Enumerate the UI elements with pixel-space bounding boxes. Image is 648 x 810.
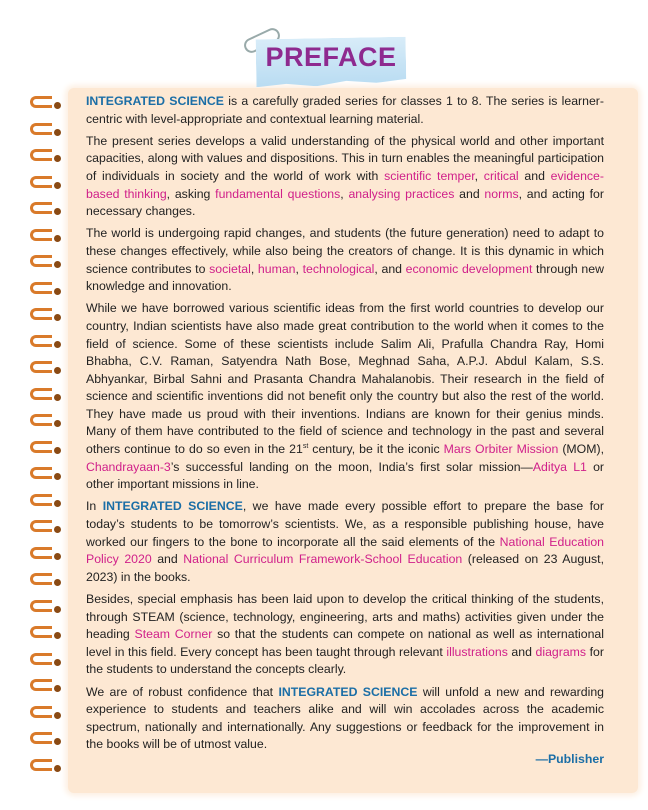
text: , we have made every possible effort to prepare the base for today’s students to be tomorrow’s scientists. We, as a responsible publishing house, have worked our fingers to the bone to incorporate all the said elements of the (86, 499, 604, 549)
binding-coil (30, 388, 60, 402)
binding-coil (30, 467, 60, 481)
paragraph (86, 684, 604, 754)
paragraph (86, 498, 604, 586)
text: , and (374, 261, 406, 276)
signature: —Publisher (535, 752, 604, 766)
text: century, be it the iconic (308, 442, 444, 457)
binding-coil (30, 282, 60, 296)
highlighted-term: Chandrayaan-3 (86, 459, 171, 474)
text: , (474, 168, 484, 183)
highlighted-term: critical (483, 168, 519, 183)
series-name: INTEGRATED SCIENCE (86, 94, 224, 108)
highlighted-term: scientific temper (384, 168, 475, 183)
highlighted-term: Aditya L1 (532, 459, 587, 474)
text: The world is undergoing rapid changes, and students (the future generation) need to adapt to these changes effectively, while also being the creators of change. It is this dynamic in which science contributes to (86, 226, 604, 276)
text: and (454, 186, 485, 201)
text: Besides, special emphasis has been laid upon to develop the critical thinking of the students, through STEAM (science, technology, engineering, arts and maths) activities given under the heading (86, 592, 604, 642)
text: The present series develops a valid understanding of the physical world and other important capacities, along with values and dispositions. This in turn enables the meaningful participation of individuals in society and the world of work with (86, 133, 604, 183)
highlighted-term: illustrations (446, 644, 508, 659)
text: and (518, 168, 551, 183)
text: and (151, 552, 184, 567)
binding-coil (30, 441, 60, 455)
highlighted-term: fundamental questions (215, 186, 341, 201)
binding-coil (30, 600, 60, 614)
text: (MOM), (558, 442, 604, 457)
binding-coil (30, 229, 60, 243)
text: , and acting for necessary changes. (86, 186, 604, 219)
paragraph (86, 225, 604, 295)
highlighted-term: technological (302, 261, 375, 276)
highlighted-term: analysing practices (348, 186, 455, 201)
text: is a carefully graded series for classes 1 to 8. The series is learner-centric with level-appropriate and contextual learning material. (86, 94, 604, 126)
series-name: INTEGRATED SCIENCE (102, 499, 243, 514)
binding-coil (30, 414, 60, 428)
highlighted-term: National Curriculum Framework-School Education (183, 552, 463, 567)
binding-coil (30, 335, 60, 349)
text: In (86, 499, 103, 514)
binding-coil (30, 361, 60, 375)
page-title: PREFACE (265, 42, 397, 72)
highlighted-term: economic development (405, 261, 533, 276)
paragraph (86, 93, 604, 128)
series-name: INTEGRATED SCIENCE (278, 684, 418, 699)
highlighted-term: evidence-based thinking (86, 168, 604, 201)
highlighted-term: norms (484, 186, 519, 201)
binding-coil (30, 653, 60, 667)
binding-coil (30, 732, 60, 746)
text: (released on 23 August, 2023) in the books. (86, 552, 604, 584)
text: We are of robust confidence that (86, 684, 279, 699)
text: and (507, 644, 536, 659)
binding-coil (30, 149, 60, 163)
binding-coil (30, 255, 60, 269)
highlighted-term: Mars Orbiter Mission (443, 442, 559, 457)
highlighted-term: human (257, 261, 296, 276)
text: ’s successful landing on the moon, India’s first solar mission— (170, 459, 533, 474)
text: , (295, 261, 303, 276)
text: will unfold a new and rewarding experience to students and teachers alike and will win accolades across the academic spectrum, nationally and internationally. Any suggestions or feedback for the improvement in the books will be of utmost value. (86, 684, 604, 752)
text: While we have borrowed various scientific ideas from the first world countries to develop our country, Indian scientists have also made great contribution to the world when it comes to the field of science. Some of these scientists include Salim Ali, Prafulla Chandra Ray, Homi Bhabha, C.V. Raman, Satyendra Nath Bose, Meghnad Saha, A.P.J. Abdul Kalam, S.S. Abhyankar, Birbal Sahni and Prasanta Chandra Mahalanobis. Their research in the field of science and scientific inventions did not benefit only the country but also the rest of the world. They have made us proud with their inventions. Indians are known for their genius minds. Many of them have contributed to the field of science and technology in the past and several others continue to do so even in the 21 (86, 301, 604, 457)
highlighted-term: societal (209, 261, 251, 276)
text: through new knowledge and innovation. (86, 261, 604, 294)
binding-coil (30, 96, 60, 110)
text: st (302, 442, 309, 450)
binding-coil (30, 176, 60, 190)
preface-body (86, 93, 604, 759)
text: for the students to understand the concepts clearly. (86, 644, 604, 677)
binding-coil (30, 759, 60, 773)
paragraph (86, 133, 604, 221)
binding-coil (30, 308, 60, 322)
binding-coil (30, 679, 60, 693)
paragraph (86, 591, 604, 679)
paragraph (86, 300, 604, 494)
binding-coil (30, 626, 60, 640)
text: , (250, 261, 258, 276)
binding-coil (30, 520, 60, 534)
text: , (340, 186, 349, 201)
highlighted-term: diagrams (535, 644, 587, 659)
highlighted-term: National Education Policy 2020 (86, 534, 604, 567)
binding-coil (30, 202, 60, 216)
text: or other important missions in line. (86, 459, 605, 492)
binding-coil (30, 547, 60, 561)
binding-coil (30, 494, 60, 508)
binding-coil (30, 573, 60, 587)
binding-coil (30, 123, 60, 137)
text: , asking (166, 186, 216, 201)
text: so that the students can compete on national as well as international level in this field. Every concept has been taught through relevant (86, 627, 605, 659)
binding-coil (30, 706, 60, 720)
highlighted-term: Steam Corner (134, 627, 213, 642)
